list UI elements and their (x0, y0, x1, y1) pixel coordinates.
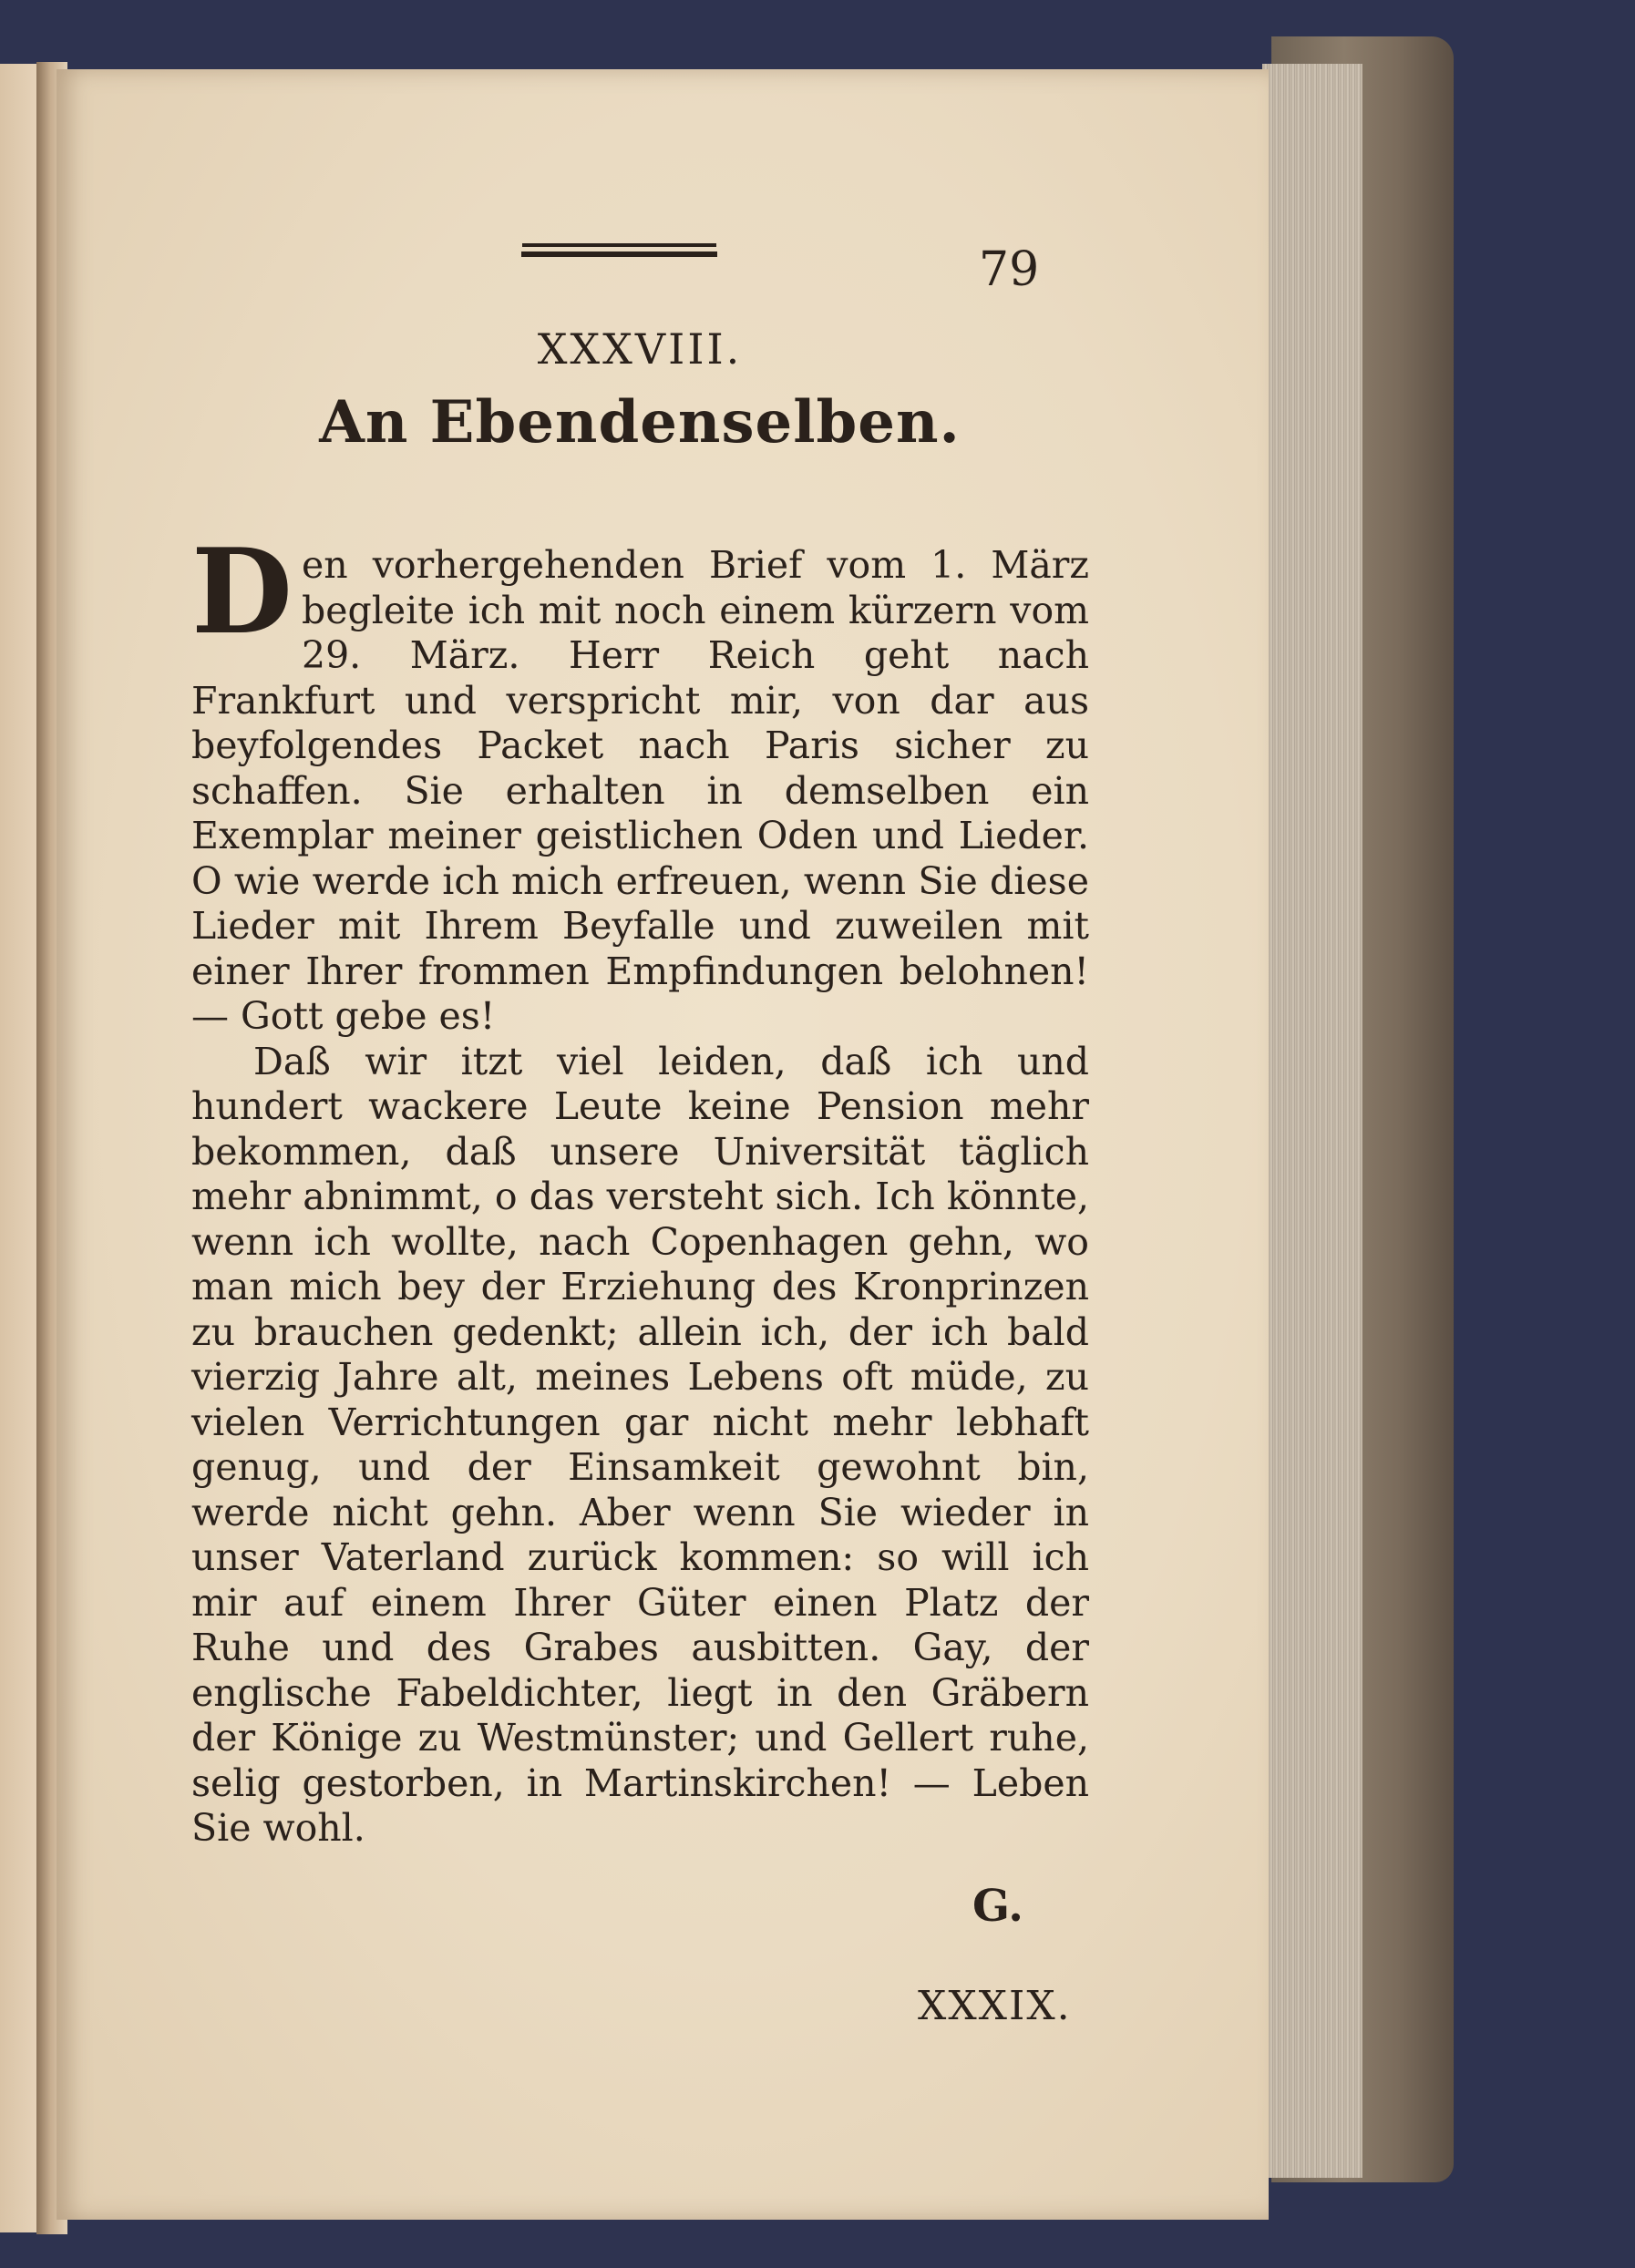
signature: G. (972, 1881, 1023, 1932)
paragraph-text: en vorhergehenden Brief vom 1. März begleite ich mit noch einem kürzern vom 29. März. Herr Reich geht nach Frankfurt und verspricht mir, von dar aus beyfolgendes Packet nach Paris sicher zu schaffen. Sie erhalten in demselben ein Exemplar meiner geistlichen Oden und Lieder. O wie werde ich mich erfreuen, wenn Sie diese Lieder mit Ihrem Beyfalle und zuweilen mit einer Ihrer frommen Empfindungen belohnen! — Gott gebe es! (191, 543, 1089, 1038)
letter-body (191, 524, 1089, 1852)
letter-number: XXXVIII. (537, 324, 743, 374)
page-block-edge (1262, 64, 1362, 2178)
paragraph (191, 524, 1089, 1040)
drop-cap: D (191, 524, 293, 661)
page-number: 79 (979, 242, 1040, 297)
catchword: XXXIX. (918, 1983, 1072, 2029)
letter-title: An Ebendenselben. (319, 388, 961, 457)
book-page (57, 69, 1269, 2220)
header-rule (521, 251, 717, 257)
paragraph: Daß wir itzt viel leiden, daß ich und hundert wackere Leute keine Pension mehr bekommen, daß unsere Universität täglich mehr abnimmt, o das versteht sich. Ich könnte, wenn ich wollte, nach Copenhagen gehn, wo man mich bey der Erziehung des Kronprinzen zu brauchen gedenkt; allein ich, der ich bald vierzig Jahre alt, meines Lebens oft müde, zu vielen Verrichtungen gar nicht mehr lebhaft genug, und der Einsamkeit gewohnt bin, werde nicht gehn. Aber wenn Sie wieder in unser Vaterland zurück kommen: so will ich mir auf einem Ihrer Güter einen Platz der Ruhe und des Grabes ausbitten. Gay, der englische Fabeldichter, liegt in den Gräbern der Könige zu Westmünster; und Gellert ruhe, selig gestorben, in Martinskirchen! — Leben Sie wohl. (191, 1039, 1089, 1850)
